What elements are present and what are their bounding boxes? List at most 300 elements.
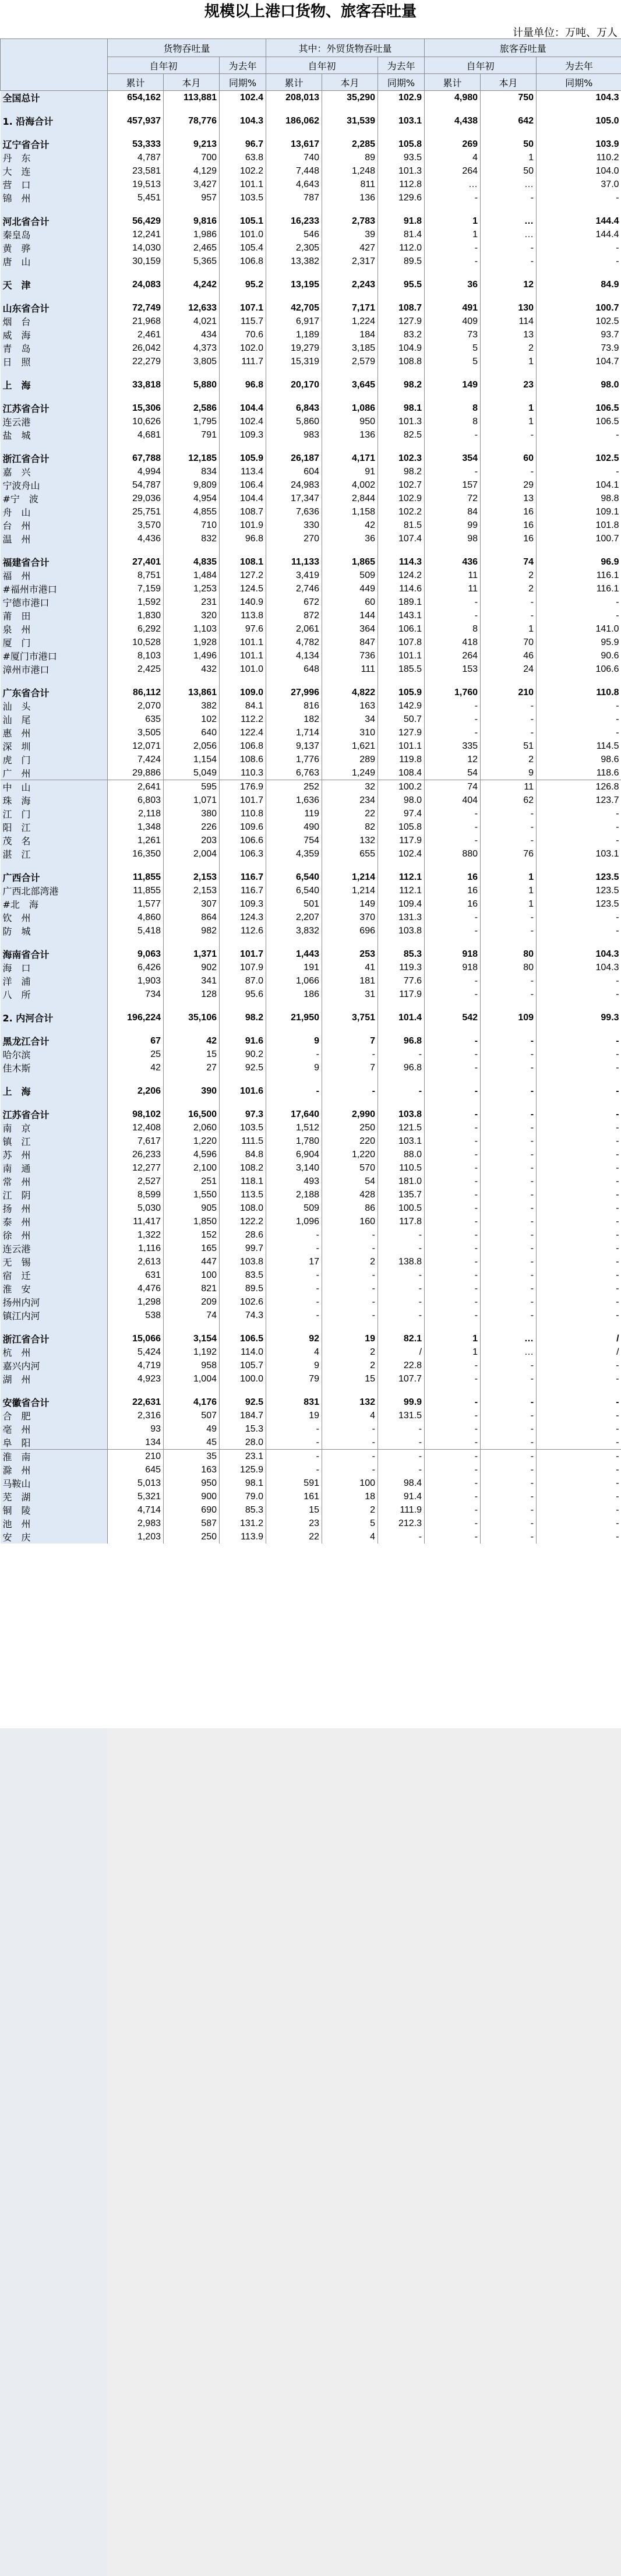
- value-cell: 1,261: [108, 834, 164, 847]
- value-cell: -: [425, 1476, 481, 1490]
- value-cell: 116.7: [220, 884, 266, 897]
- port-name: 1. 沿海合计: [1, 114, 108, 128]
- value-cell: 30,159: [108, 255, 164, 268]
- value-cell: -: [266, 1048, 322, 1061]
- value-cell: 131.2: [220, 1517, 266, 1530]
- value-cell: 8: [425, 401, 481, 415]
- value-cell: 108.0: [220, 1201, 266, 1215]
- spacer-cell: [537, 1098, 621, 1108]
- value-cell: 98: [425, 532, 481, 545]
- port-name: 江苏省合计: [1, 401, 108, 415]
- value-cell: 2,579: [322, 355, 378, 368]
- value-cell: 104.9: [378, 341, 425, 355]
- value-cell: 41: [322, 961, 378, 974]
- value-cell: 101.0: [220, 662, 266, 676]
- table-row: [1, 924, 621, 938]
- value-cell: 957: [164, 191, 220, 205]
- spacer-cell: [1, 676, 108, 686]
- value-cell: /: [378, 1345, 425, 1359]
- port-name: 哈尔滨: [1, 1048, 108, 1061]
- value-cell: 105.0: [537, 114, 621, 128]
- value-cell: 905: [164, 1201, 220, 1215]
- table-row: [1, 1396, 621, 1409]
- spacer-cell: [108, 392, 164, 401]
- value-cell: 101.6: [220, 1084, 266, 1098]
- spacer-cell: [164, 1074, 220, 1084]
- value-cell: 2,118: [108, 807, 164, 820]
- value-cell: 77.6: [378, 974, 425, 988]
- header-accum: 累计: [108, 74, 164, 91]
- value-cell: 409: [425, 315, 481, 328]
- value-cell: -: [322, 1084, 378, 1098]
- value-cell: 6,917: [266, 315, 322, 328]
- value-cell: 1,220: [322, 1148, 378, 1161]
- value-cell: -: [322, 1295, 378, 1309]
- throughput-table: [0, 38, 621, 1544]
- value-cell: -: [537, 1517, 621, 1530]
- table-row: [1, 595, 621, 609]
- value-cell: 7,448: [266, 164, 322, 178]
- table-row: [1, 569, 621, 582]
- spacer-cell: [266, 1024, 322, 1034]
- value-cell: -: [481, 974, 537, 988]
- value-cell: 142.9: [378, 699, 425, 713]
- value-cell: -: [425, 1061, 481, 1074]
- value-cell: -: [481, 1268, 537, 1282]
- value-cell: 100: [322, 1476, 378, 1490]
- unit-label: 计量单位：万吨、万人: [513, 27, 618, 39]
- port-name: 辽宁省合计: [1, 138, 108, 151]
- value-cell: -: [481, 1436, 537, 1450]
- value-cell: 83.2: [378, 328, 425, 341]
- spacer-row: [1, 104, 621, 114]
- value-cell: 4,835: [164, 555, 220, 569]
- value-cell: 4,822: [322, 686, 378, 699]
- value-cell: 22: [322, 807, 378, 820]
- value-cell: 182: [266, 713, 322, 726]
- spacer-cell: [220, 1322, 266, 1332]
- value-cell: 102: [164, 713, 220, 726]
- spacer-cell: [266, 676, 322, 686]
- value-cell: 4,860: [108, 911, 164, 924]
- value-cell: -: [537, 1134, 621, 1148]
- value-cell: 78,776: [164, 114, 220, 128]
- value-cell: -: [481, 1450, 537, 1464]
- table-row: [1, 609, 621, 622]
- table-row: [1, 555, 621, 569]
- port-name: 马鞍山: [1, 1476, 108, 1490]
- value-cell: 7,424: [108, 753, 164, 766]
- value-cell: 16: [481, 505, 537, 519]
- value-cell: 112.1: [378, 884, 425, 897]
- spacer-cell: [378, 1074, 425, 1084]
- value-cell: -: [322, 1242, 378, 1255]
- table-row: [1, 415, 621, 428]
- table-row: [1, 1490, 621, 1503]
- table-row: [1, 505, 621, 519]
- table-row: [1, 686, 621, 699]
- value-cell: -: [481, 924, 537, 938]
- port-name: 福建省合计: [1, 555, 108, 569]
- value-cell: 88.0: [378, 1148, 425, 1161]
- spacer-cell: [537, 291, 621, 301]
- spacer-cell: [108, 104, 164, 114]
- value-cell: 74: [425, 780, 481, 794]
- value-cell: 62: [481, 794, 537, 807]
- value-cell: 100.7: [537, 301, 621, 315]
- port-name: 阳 江: [1, 820, 108, 834]
- value-cell: 22,631: [108, 1396, 164, 1409]
- port-name: 全国总计: [1, 91, 108, 105]
- value-cell: 1,512: [266, 1121, 322, 1134]
- value-cell: 251: [164, 1175, 220, 1188]
- value-cell: -: [378, 1084, 425, 1098]
- value-cell: 42,705: [266, 301, 322, 315]
- value-cell: -: [481, 699, 537, 713]
- value-cell: 105.9: [378, 686, 425, 699]
- port-name: 莆 田: [1, 609, 108, 622]
- value-cell: 79.0: [220, 1490, 266, 1503]
- value-cell: 114.6: [378, 582, 425, 595]
- value-cell: 29,036: [108, 492, 164, 505]
- port-name: 宁波舟山: [1, 478, 108, 492]
- spacer-cell: [425, 104, 481, 114]
- value-cell: 101.3: [378, 415, 425, 428]
- spacer-cell: [108, 861, 164, 871]
- value-cell: 84.1: [220, 699, 266, 713]
- value-cell: 100.0: [220, 1372, 266, 1386]
- port-name: 广 州: [1, 766, 108, 780]
- value-cell: 131.3: [378, 911, 425, 924]
- value-cell: 104.3: [220, 114, 266, 128]
- port-name: 营 口: [1, 178, 108, 191]
- value-cell: 101.1: [220, 178, 266, 191]
- value-cell: 163: [322, 699, 378, 713]
- spacer-row: [1, 1322, 621, 1332]
- value-cell: -: [266, 1242, 322, 1255]
- value-cell: 507: [164, 1409, 220, 1422]
- value-cell: -: [425, 255, 481, 268]
- value-cell: -: [537, 974, 621, 988]
- value-cell: 19,279: [266, 341, 322, 355]
- value-cell: 6,763: [266, 766, 322, 780]
- value-cell: -: [481, 1161, 537, 1175]
- value-cell: 432: [164, 662, 220, 676]
- value-cell: 92.5: [220, 1396, 266, 1409]
- value-cell: 2,207: [266, 911, 322, 924]
- value-cell: -: [425, 1436, 481, 1450]
- header-yoy: 为去年: [378, 57, 425, 74]
- value-cell: 24: [481, 662, 537, 676]
- value-cell: 4,596: [164, 1148, 220, 1161]
- value-cell: -: [378, 1048, 425, 1061]
- spacer-row: [1, 545, 621, 555]
- table-row: [1, 428, 621, 442]
- value-cell: 103.5: [220, 191, 266, 205]
- value-cell: 2: [481, 582, 537, 595]
- table-row: [1, 649, 621, 662]
- value-cell: 958: [164, 1359, 220, 1372]
- value-cell: 1,986: [164, 228, 220, 241]
- value-cell: 2: [322, 1359, 378, 1372]
- value-cell: 98.4: [378, 1476, 425, 1490]
- value-cell: 16,500: [164, 1108, 220, 1121]
- spacer-cell: [220, 104, 266, 114]
- spacer-cell: [425, 1098, 481, 1108]
- value-cell: 45: [164, 1436, 220, 1450]
- spacer-cell: [164, 128, 220, 138]
- value-cell: 710: [164, 519, 220, 532]
- port-name: 中 山: [1, 780, 108, 794]
- value-cell: 31: [322, 988, 378, 1001]
- value-cell: 341: [164, 974, 220, 988]
- value-cell: 138.8: [378, 1255, 425, 1268]
- spacer-cell: [322, 676, 378, 686]
- value-cell: -: [481, 1409, 537, 1422]
- value-cell: 103.8: [378, 1108, 425, 1121]
- spacer-cell: [378, 268, 425, 278]
- value-cell: 82: [322, 820, 378, 834]
- spacer-cell: [378, 1322, 425, 1332]
- table-row: [1, 911, 621, 924]
- blank-area-side: [0, 1728, 107, 2576]
- value-cell: 1: [425, 1345, 481, 1359]
- value-cell: 50: [481, 138, 537, 151]
- port-name: 广西合计: [1, 871, 108, 884]
- value-cell: 3,185: [322, 341, 378, 355]
- value-cell: 54,787: [108, 478, 164, 492]
- value-cell: 1,004: [164, 1372, 220, 1386]
- value-cell: 834: [164, 465, 220, 478]
- spacer-cell: [425, 1074, 481, 1084]
- value-cell: 509: [322, 569, 378, 582]
- value-cell: 96.8: [378, 1034, 425, 1048]
- value-cell: -: [481, 1084, 537, 1098]
- table-row: [1, 1463, 621, 1476]
- spacer-cell: [266, 268, 322, 278]
- value-cell: 4,855: [164, 505, 220, 519]
- value-cell: -: [537, 1282, 621, 1295]
- value-cell: 98.1: [378, 401, 425, 415]
- spacer-cell: [108, 368, 164, 378]
- value-cell: 95.2: [220, 278, 266, 291]
- spacer-cell: [537, 1386, 621, 1396]
- value-cell: 108.7: [378, 301, 425, 315]
- value-cell: 591: [266, 1476, 322, 1490]
- value-cell: 108.4: [378, 766, 425, 780]
- value-cell: 100.7: [537, 532, 621, 545]
- spacer-cell: [164, 938, 220, 947]
- value-cell: -: [425, 1463, 481, 1476]
- value-cell: 118.6: [537, 766, 621, 780]
- value-cell: 3,154: [164, 1332, 220, 1345]
- spacer-cell: [425, 938, 481, 947]
- value-cell: -: [537, 1061, 621, 1074]
- value-cell: -: [425, 595, 481, 609]
- value-cell: -: [481, 1108, 537, 1121]
- port-name: 威 海: [1, 328, 108, 341]
- port-name: 池 州: [1, 1517, 108, 1530]
- value-cell: 117.8: [378, 1215, 425, 1228]
- value-cell: 209: [164, 1295, 220, 1309]
- spacer-cell: [537, 368, 621, 378]
- value-cell: 4,476: [108, 1282, 164, 1295]
- spacer-cell: [1, 368, 108, 378]
- value-cell: 85.3: [220, 1503, 266, 1517]
- spacer-row: [1, 442, 621, 452]
- value-cell: 104.0: [537, 164, 621, 178]
- value-cell: 31,539: [322, 114, 378, 128]
- port-name: 苏 州: [1, 1148, 108, 1161]
- value-cell: 5,030: [108, 1201, 164, 1215]
- value-cell: 96.9: [537, 555, 621, 569]
- value-cell: -: [481, 1215, 537, 1228]
- value-cell: …: [481, 1345, 537, 1359]
- spacer-cell: [378, 104, 425, 114]
- value-cell: 129.6: [378, 191, 425, 205]
- value-cell: -: [537, 1175, 621, 1188]
- value-cell: 79: [266, 1372, 322, 1386]
- value-cell: 4,359: [266, 847, 322, 861]
- value-cell: 67,788: [108, 452, 164, 465]
- value-cell: 1,636: [266, 794, 322, 807]
- value-cell: 9: [266, 1359, 322, 1372]
- value-cell: …: [425, 178, 481, 191]
- value-cell: -: [378, 1295, 425, 1309]
- port-name: 防 城: [1, 924, 108, 938]
- value-cell: 8,599: [108, 1188, 164, 1201]
- value-cell: 4,923: [108, 1372, 164, 1386]
- value-cell: 380: [164, 807, 220, 820]
- value-cell: 21,950: [266, 1011, 322, 1024]
- value-cell: 106.5: [220, 1332, 266, 1345]
- value-cell: -: [425, 1161, 481, 1175]
- value-cell: -: [537, 807, 621, 820]
- value-cell: 1,071: [164, 794, 220, 807]
- table-row: [1, 1255, 621, 1268]
- spacer-cell: [266, 368, 322, 378]
- value-cell: 310: [322, 726, 378, 739]
- spacer-cell: [1, 861, 108, 871]
- port-name: 芜 湖: [1, 1490, 108, 1503]
- value-cell: 119.3: [378, 961, 425, 974]
- table-row: [1, 1034, 621, 1048]
- value-cell: -: [378, 1228, 425, 1242]
- value-cell: 97.3: [220, 1108, 266, 1121]
- value-cell: 212.3: [378, 1517, 425, 1530]
- value-cell: 99.7: [220, 1242, 266, 1255]
- value-cell: 950: [164, 1476, 220, 1490]
- value-cell: 81.4: [378, 228, 425, 241]
- port-name: 泰 州: [1, 1215, 108, 1228]
- spacer-cell: [322, 1386, 378, 1396]
- spacer-cell: [266, 392, 322, 401]
- value-cell: 1,714: [266, 726, 322, 739]
- value-cell: 50: [481, 164, 537, 178]
- value-cell: -: [481, 1255, 537, 1268]
- spacer-cell: [108, 205, 164, 214]
- port-name: 广东省合计: [1, 686, 108, 699]
- value-cell: 181.0: [378, 1175, 425, 1188]
- port-name: 扬州内河: [1, 1295, 108, 1309]
- value-cell: 70.6: [220, 328, 266, 341]
- table-row: [1, 961, 621, 974]
- value-cell: 6,292: [108, 622, 164, 636]
- value-cell: -: [481, 1490, 537, 1503]
- value-cell: -: [425, 1228, 481, 1242]
- spacer-cell: [164, 1024, 220, 1034]
- spacer-cell: [322, 442, 378, 452]
- table-row: [1, 478, 621, 492]
- value-cell: 98.0: [378, 794, 425, 807]
- table-row: [1, 228, 621, 241]
- port-name: 珠 海: [1, 794, 108, 807]
- value-cell: 104.7: [537, 355, 621, 368]
- value-cell: 250: [322, 1121, 378, 1134]
- port-name: 上 海: [1, 378, 108, 392]
- value-cell: 449: [322, 582, 378, 595]
- value-cell: 23.1: [220, 1450, 266, 1464]
- value-cell: 95.5: [378, 278, 425, 291]
- value-cell: -: [322, 1309, 378, 1322]
- spacer-cell: [1, 1001, 108, 1011]
- port-name: 杭 州: [1, 1345, 108, 1359]
- value-cell: 90.2: [220, 1048, 266, 1061]
- value-cell: 2,060: [164, 1121, 220, 1134]
- spacer-cell: [108, 1386, 164, 1396]
- value-cell: 135.7: [378, 1188, 425, 1201]
- spacer-cell: [266, 1074, 322, 1084]
- value-cell: 1,865: [322, 555, 378, 569]
- value-cell: 101.1: [378, 739, 425, 753]
- value-cell: 252: [266, 780, 322, 794]
- value-cell: -: [425, 699, 481, 713]
- value-cell: 32: [322, 780, 378, 794]
- spacer-cell: [537, 938, 621, 947]
- port-name: 佳木斯: [1, 1061, 108, 1074]
- value-cell: 19,513: [108, 178, 164, 191]
- port-name: 惠 州: [1, 726, 108, 739]
- value-cell: 110.8: [220, 807, 266, 820]
- value-cell: 42: [322, 519, 378, 532]
- value-cell: 5,424: [108, 1345, 164, 1359]
- spacer-cell: [1, 545, 108, 555]
- spacer-cell: [425, 442, 481, 452]
- table-row: [1, 255, 621, 268]
- value-cell: 1,203: [108, 1530, 164, 1544]
- value-cell: 74.3: [220, 1309, 266, 1322]
- value-cell: -: [425, 726, 481, 739]
- value-cell: 4,954: [164, 492, 220, 505]
- value-cell: -: [537, 1396, 621, 1409]
- port-name: 钦 州: [1, 911, 108, 924]
- value-cell: 184.7: [220, 1409, 266, 1422]
- value-cell: 114.5: [537, 739, 621, 753]
- value-cell: 102.5: [537, 315, 621, 328]
- value-cell: 983: [266, 428, 322, 442]
- value-cell: 85.3: [378, 947, 425, 961]
- port-name: 海南省合计: [1, 947, 108, 961]
- value-cell: 15: [266, 1503, 322, 1517]
- value-cell: -: [266, 1309, 322, 1322]
- value-cell: 542: [425, 1011, 481, 1024]
- spacer-cell: [481, 128, 537, 138]
- value-cell: 125.9: [220, 1463, 266, 1476]
- value-cell: 73.9: [537, 341, 621, 355]
- port-name: 烟 台: [1, 315, 108, 328]
- value-cell: -: [322, 1282, 378, 1295]
- spacer-cell: [164, 545, 220, 555]
